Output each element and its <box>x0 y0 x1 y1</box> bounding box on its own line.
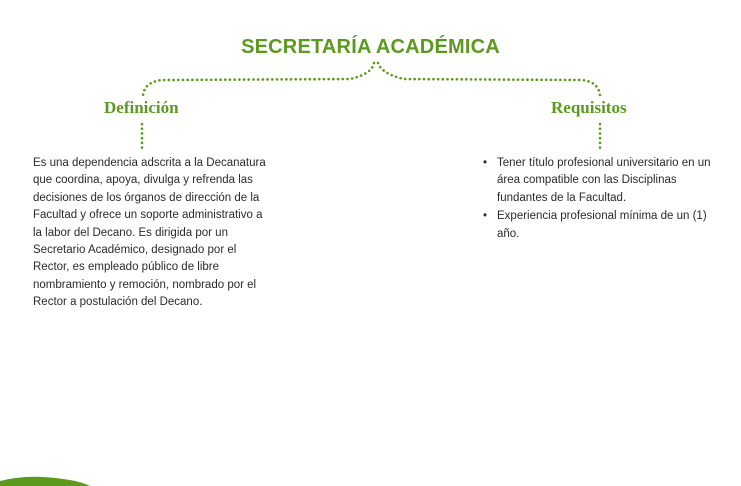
bracket-right-arm <box>378 63 600 96</box>
definition-text-block <box>33 155 273 312</box>
bracket-left-arm <box>143 63 374 96</box>
corner-swoosh-decoration <box>0 472 90 486</box>
requisitos-list <box>481 155 711 244</box>
list-item <box>481 208 711 243</box>
bullet-icon: • <box>483 157 488 169</box>
requisito-text: Experiencia profesional mínima de un (1) año. <box>497 210 707 240</box>
list-item <box>481 155 711 207</box>
requisitos-heading: Requisitos <box>551 98 627 117</box>
definition-paragraph: Es una dependencia adscrita a la Decanatura que coordina, apoya, divulga y refrenda las decisiones de los órganos de dirección de la Facultad y ofrece un soporte administrativo a la labor del Decano. Es dirigida por un Secretario Académico, designado por el Rector, es empleado público de libre nombramiento y remoción, nombrado por el Rector a postulación del Decano. <box>33 157 266 309</box>
page-title: SECRETARÍA ACADÉMICA <box>241 36 500 58</box>
requisito-text: Tener título profesional universitario en un área compatible con las Disciplinas fundantes de la Facultad. <box>497 157 711 204</box>
bullet-icon: • <box>483 210 488 223</box>
definition-heading: Definición <box>104 98 179 117</box>
